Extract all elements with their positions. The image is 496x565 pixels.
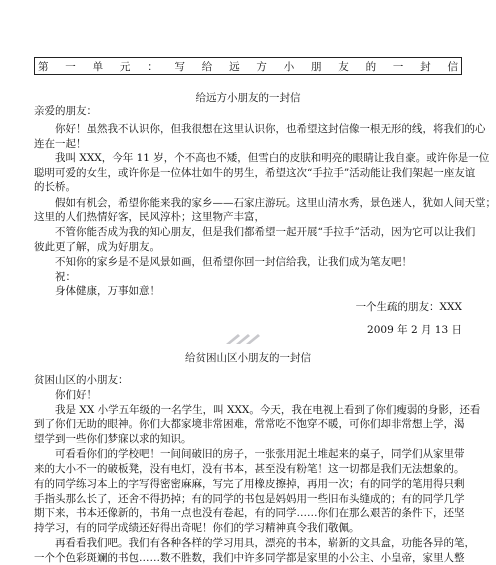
letter1-line: 我叫 XXX，今年 11 岁，个不高也不矮，但雪白的皮肤和明亮的眼睛让我自豪。或许你是一位 — [55, 152, 490, 164]
letter2-line: 贫困山区的小朋友： — [34, 374, 129, 386]
letter1-line: 亲爱的朋友： — [34, 105, 97, 117]
letter2-line: 你们好！ — [55, 389, 97, 401]
watermark-logo — [224, 328, 264, 348]
letter2-line: 手指头那么长了，还舍不得扔掉；有的同学的书包是妈妈用一些旧布头缝成的；有的同学几学 — [34, 493, 465, 505]
letter2-line: 望学到一些你们梦寐以求的知识。 — [34, 433, 192, 445]
letter1-line: 身体健康，万事如意！ — [55, 285, 160, 297]
letter1-line: 祝： — [55, 271, 76, 283]
letter2-line: 来的大小不一的破板凳，没有电灯，没有书本，甚至没有粉笔！这一切都是我们无法想象的。 — [34, 463, 465, 475]
letter2-line: 到了你们无助的眼神。你们大都家境非常困难，常常吃不饱穿不暖，可你们却非常想上学，渴 — [34, 418, 465, 430]
letter1-date: 2009 年 2 月 13 日 — [367, 324, 462, 336]
letter1-signature: 一个生疏的朋友：XXX — [355, 301, 462, 313]
letter2-line: 一个个色彩斑斓的书包……数不胜数，我们中许多同学都是家里的小公主、小皇帝，家里人整 — [34, 552, 465, 564]
unit-title-box — [34, 57, 462, 75]
letter2-line: 期下来，书本还像新的，书角一点也没有卷起，有的同学……你们在那么艰苦的条件下，还坚 — [34, 507, 465, 519]
letter2-line: 我是 XX 小学五年级的一名学生，叫 XXX。今天，我在电视上看到了你们瘦弱的身影，还看 — [55, 404, 481, 416]
letter1-line: 聪明可爱的女生，或许你是一位体壮如牛的男生，希望这次“手拉手”活动能让我们架起一座友谊 — [34, 167, 476, 179]
letter1-line: 连在一起！ — [34, 138, 87, 150]
letter1-line: 不管你能否成为我的知心朋友，但是我们都希望一起开展“手拉手”活动，因为它可以让我们 — [55, 226, 476, 238]
letter1-line: 不知你的家乡是不是风景如画，但希望你回一封信给我，让我们成为笔友吧！ — [55, 256, 412, 268]
letter1-line: 彼此更了解，成为好朋友。 — [34, 241, 160, 253]
letter2-line: 持学习，有的同学成绩还好得出奇呢！你们的学习精神真令我们敬佩。 — [34, 522, 360, 534]
letter2-line: 可看看你们的学校吧！一间间破旧的房子，一张张用泥土堆起来的桌子，同学们从家里带 — [55, 448, 465, 460]
unit-title: 第 一 单 元 ： 写 给 远 方 小 朋 友 的 一 封 信 — [38, 60, 458, 73]
letter1-line: 假如有机会，希望你能来我的家乡——石家庄游玩。这里山清水秀，景色迷人，犹如人间天堂； — [55, 197, 496, 209]
letter1-title: 给远方小朋友的一封信 — [195, 92, 301, 104]
letter2-line: 有的同学练习本上的字写得密密麻麻，写完了用橡皮擦掉，再用一次；有的同学的笔用得只剩 — [34, 478, 465, 490]
letter2-line: 再看看我们吧。我们有各种各样的学习用具，漂亮的书本，崭新的文具盒，功能各异的笔， — [55, 537, 475, 549]
letter1-line: 你好！虽然我不认识你，但我很想在这里认识你，也希望这封信像一根无形的线，将我们的心 — [55, 123, 486, 135]
letter2-title: 给贫困山区小朋友的一封信 — [185, 352, 311, 364]
letter1-line: 这里的人们热情好客，民风淳朴；这里物产丰富， — [34, 211, 265, 223]
letter1-line: 的长桥。 — [34, 181, 76, 193]
